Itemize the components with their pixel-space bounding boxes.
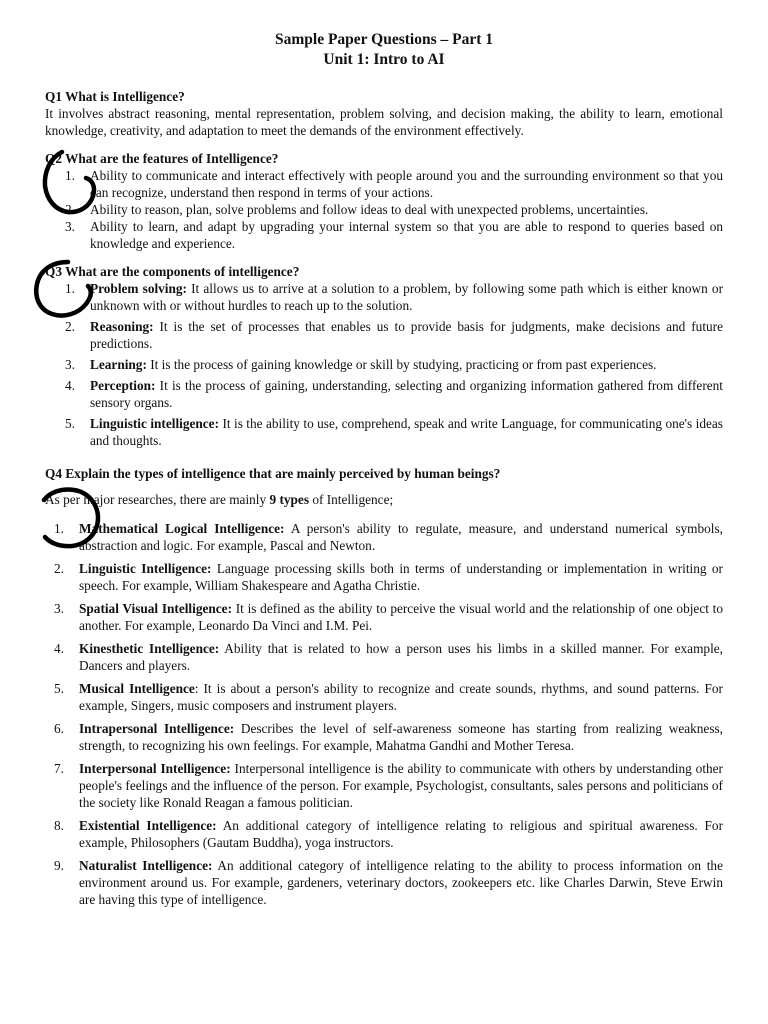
list-item: 2. Ability to reason, plan, solve problems and follow ideas to deal with unexpected problems, uncertainties. xyxy=(65,202,649,217)
list-item: 8. Existential Intelligence: An additional category of intelligence relating to religious and spiritual awareness. For example, Philosophers (Gautam Buddha), yoga instructors. xyxy=(54,818,724,850)
q3-list xyxy=(45,280,723,449)
list-item: 9. Naturalist Intelligence: An additional category of intelligence relating to the ability to process information on the environment around us. For example, gardeners, veterinary doctors, zookeepers etc. like Charles Darwin, Steve Erwin are having this type of intelligence. xyxy=(54,858,723,907)
q4-intro: As per major researches, there are mainly 9 types of Intelligence; xyxy=(45,492,394,507)
q2-heading: Q2 What are the features of Intelligence? xyxy=(45,151,279,166)
list-item: 4. Kinesthetic Intelligence: Ability that is related to how a person uses his limbs in a skilled manner. For example, Dancers and players. xyxy=(54,641,723,673)
list-item: 5. Linguistic intelligence: It is the ability to use, comprehend, speak and write Language, for communicating one's ideas and thoughts. xyxy=(65,416,723,448)
list-item: 2. Linguistic Intelligence: Language processing skills both in terms of understanding or implementation in writing or speech. For example, William Shakespeare and Agatha Christie. xyxy=(54,561,723,593)
document-title: Sample Paper Questions – Part 1 xyxy=(275,31,493,48)
list-item: 1. Problem solving: It allows us to arrive at a solution to a problem, by following some path which is either known or unknown with or without hurdles to reach up to the solution. xyxy=(65,281,724,313)
list-item: 3. Ability to learn, and adapt by upgrading your internal system so that you are able to respond to queries based on knowledge and experience. xyxy=(65,219,723,251)
q4-list xyxy=(45,520,723,908)
q3-heading: Q3 What are the components of intelligence? xyxy=(45,264,300,279)
q2-list xyxy=(45,167,723,252)
q1-heading: Q1 What is Intelligence? xyxy=(45,89,185,104)
list-item: 3. Learning: It is the process of gaining knowledge or skill by studying, practicing or from past experiences. xyxy=(65,357,657,372)
list-item: 1. Mathematical Logical Intelligence: A person's ability to regulate, measure, and understand numerical symbols, abstraction and logic. For example, Pascal and Newton. xyxy=(54,521,723,553)
q1-answer: It involves abstract reasoning, mental representation, problem solving, and decision making, the ability to learn, emotional knowledge, creativity, and adaptation to meet the demands of the environment effectively. xyxy=(45,106,723,138)
list-item: 7. Interpersonal Intelligence: Interpersonal intelligence is the ability to communicate with others by understanding other people's feelings and the influence of the person. For example, Psychologist, consultants, sales persons and politicians of the society like Ronald Reagan a famous politician. xyxy=(54,761,723,810)
list-item: 6. Intrapersonal Intelligence: Describes the level of self-awareness someone has starting from realizing weakness, strength, to recognizing his own feelings. For example, Mahatma Gandhi and Mother Teresa. xyxy=(54,721,723,753)
list-item: 5. Musical Intelligence: It is about a person's ability to recognize and create sounds, rhythms, and sound patterns. For example, Singers, music composers and instrument players. xyxy=(54,681,723,713)
list-item: 4. Perception: It is the process of gaining, understanding, selecting and organizing information gathered from different sensory organs. xyxy=(65,378,723,410)
list-item: 1. Ability to communicate and interact effectively with people around you and the surrounding environment so that you can recognize, understand then respond in terms of your actions. xyxy=(65,168,723,200)
q4-heading: Q4 Explain the types of intelligence that are mainly perceived by human beings? xyxy=(45,466,501,481)
list-item: 2. Reasoning: It is the set of processes that enables us to provide basis for judgments, make decisions and future predictions. xyxy=(65,319,723,351)
list-item: 3. Spatial Visual Intelligence: It is defined as the ability to perceive the visual world and the relationship of one object to another. For example, Leonardo Da Vinci and I.M. Pei. xyxy=(54,601,723,633)
document-page xyxy=(45,30,723,914)
document-subtitle: Unit 1: Intro to AI xyxy=(323,51,445,68)
